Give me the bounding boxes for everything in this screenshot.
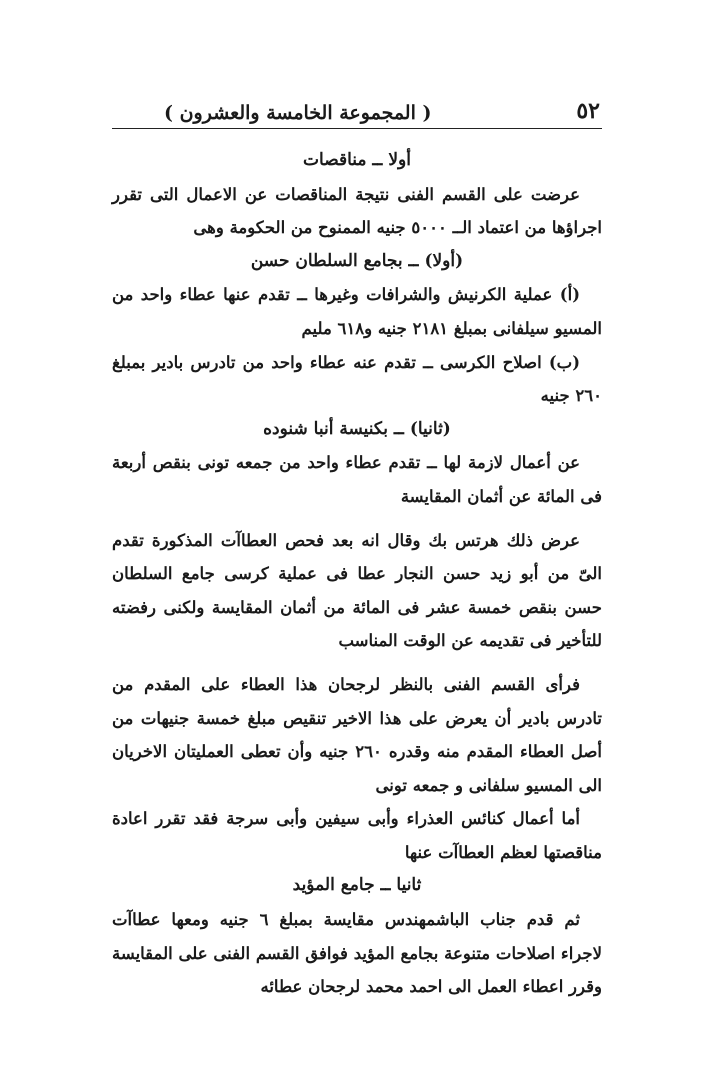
- page-number: ٥٢: [576, 98, 600, 124]
- page-header: [112, 88, 600, 124]
- heading-tenders: أولا ــ مناقصات: [303, 150, 411, 170]
- paragraph-herz: عرض ذلك هرتس بك وقال انه بعد فحص العطاآت المذكورة تقدم الىّ من أبو زيد حسن النجار عطا فى عملية كرسى جامع السلطان حسن بنقص خمسة عشر فى المائة من أثمان المقايسة ولكنى رفضته للتأخير فى تقديمه عن الوقت المناسب: [112, 530, 602, 651]
- spacer: [112, 658, 602, 668]
- heading-anba-shenouda: (ثانيا) ــ بكنيسة أنبا شنوده: [263, 418, 451, 439]
- paragraph-item-b: (ب) اصلاح الكرسى ــ تقدم عنه عطاء واحد من تادرس بادير بمبلغ ٢٦٠ جنيه: [112, 352, 602, 406]
- paragraph-decision: فرأى القسم الفنى بالنظر لرجحان هذا العطاء على المقدم من تادرس بادير أن يعرض على هذا الاخير تنقيص مبلغ خمسة جنيهات من أصل العطاء المقدم منه وقدره ٢٦٠ جنيه وأن تعطى العمليتان الاخريان الى المسيو سلفانى و جمعه تونى: [112, 674, 603, 795]
- running-title: ( المجموعة الخامسة والعشرون ): [164, 102, 432, 124]
- spacer: [112, 514, 602, 524]
- header-rule: [112, 128, 602, 129]
- paragraph-churches: أما أعمال كنائس العذراء وأبى سيفين وأبى سرجة فقد تقرر اعادة مناقصتها لعظم العطاآت عنها: [112, 809, 602, 862]
- paragraph-muayyad: ثم قدم جناب الباشمهندس مقايسة بمبلغ ٦ جنيه ومعها عطاآت لاجراء اصلاحات متنوعة بجامع المؤيد فوافق القسم الفنى على المقايسة وقرر اعطاء العمل الى احمد محمد لرجحان عطائه: [112, 910, 602, 997]
- paragraph-anba-shenouda: عن أعمال لازمة لها ــ تقدم عطاء واحد من جمعه تونى بنقص أربعة فى المائة عن أثمان المقايسة: [112, 453, 602, 506]
- paragraph-intro: عرضت على القسم الفنى نتيجة المناقصات عن الاعمال التى تقرر اجراؤها من اعتماد الــ ٥٠٠٠ جنيه الممنوح من الحكومة وهى: [112, 184, 602, 238]
- heading-sultan-hassan: (أولا) ــ بجامع السلطان حسن: [250, 250, 464, 271]
- heading-muayyad: ثانيا ــ جامع المؤيد: [292, 875, 422, 896]
- document-body: [112, 144, 602, 1004]
- paragraph-item-a: (أ) عملية الكرنيش والشرافات وغيرها ــ تقدم عنها عطاء واحد من المسيو سيلفانى بمبلغ ٢١٨١ جنيه و٦١٨ مليم: [112, 285, 602, 338]
